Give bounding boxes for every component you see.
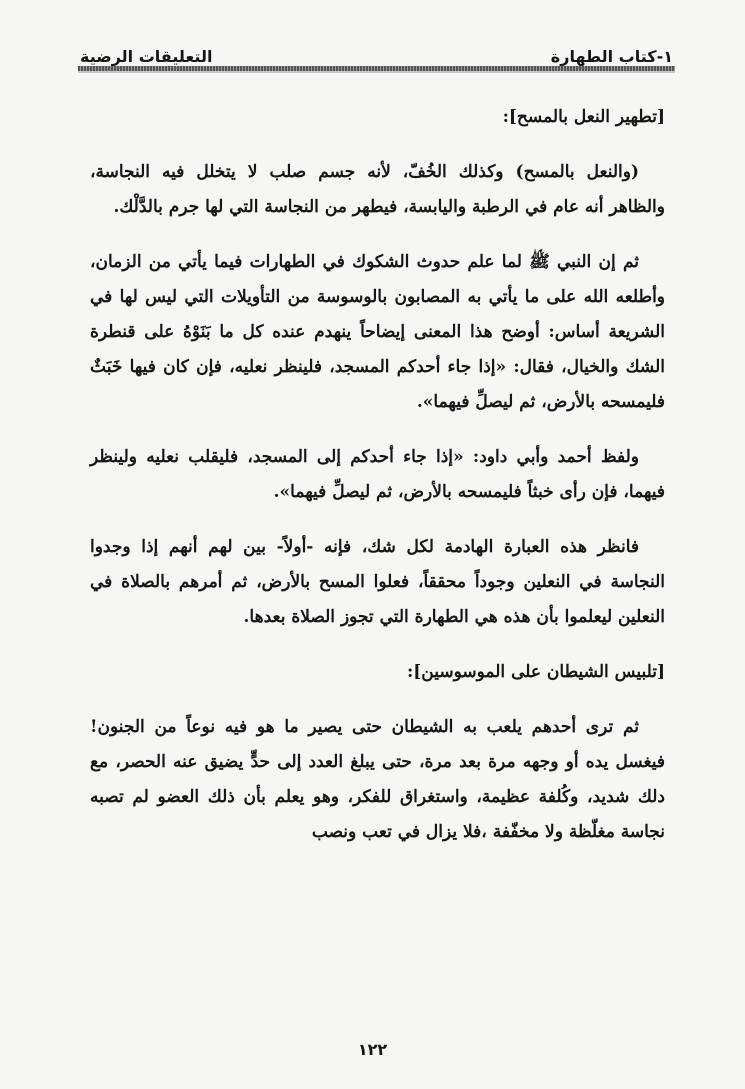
book-title: التعليقات الرضية	[80, 47, 213, 66]
section-satan-deception	[90, 655, 665, 850]
paragraph: ولفظ أحمد وأبي داود: «إذا جاء أحدكم إلى المسجد، فليقلب نعليه ولينظر فيهما، فإن رأى خبثاً فليمسحه بالأرض، ثم ليصلِّ فيهما».	[90, 447, 665, 502]
paragraph: فانظر هذه العبارة الهادمة لكل شك، فإنه -أولاً- بين لهم أنهم إذا وجدوا النجاسة في النعلين وجوداً محققاً، فعلوا المسح بالأرض، ثم أمرهم بالصلاة في النعلين ليعلموا بأن هذه هي الطهارة التي تجوز الصلاة بعدها.	[90, 537, 665, 627]
section-sandal-cleaning	[90, 100, 665, 635]
paragraph: ثم ترى أحدهم يلعب به الشيطان حتى يصير ما هو فيه نوعاً من الجنون! فيغسل يده أو وجهه مرة بعد مرة، حتى يبلغ العدد إلى حدٍّ يضيق عنه الحصر، مع دلك شديد، وكُلفة عظيمة، واستغراق للفكر، وهو يعلم بأن ذلك العضو لم تصبه نجاسة مغلّظة ولا مخفّفة ،فلا يزال في تعب ونصب	[90, 717, 665, 842]
section-title: [تلبيس الشيطان على الموسوسين]:	[406, 662, 665, 682]
section-title: [تطهير النعل بالمسح]:	[502, 107, 665, 127]
paragraph: ثم إن النبي ﷺ لما علم حدوث الشكوك في الطهارات فيما يأتي من الزمان، وأطلعه الله على ما يأتي به المصابون بالوسوسة من التأويلات التي ليس لها في الشريعة أساس: أوضح هذا المعنى إيضاحاً ينهدم عنده كل ما بَنَوْهُ على قنطرة الشك والخيال، فقال: «إذا جاء أحدكم المسجد، فلينظر نعليه، فإن كان فيها خَبَثٌ فليمسحه بالأرض، ثم ليصلِّ فيهما».	[90, 252, 665, 412]
page-body	[90, 100, 665, 870]
paragraph: (والنعل بالمسح) وكذلك الخُفّ، لأنه جسم صلب لا يتخلل فيه النجاسة، والظاهر أنه عام في الرطبة واليابسة، فيطهر من النجاسة التي لها جرم بالدَّلْك.	[90, 162, 665, 217]
page-number: ١٢٢	[357, 1040, 388, 1059]
page-header	[80, 38, 673, 66]
chapter-title: ١-كتاب الطهارة	[550, 47, 673, 66]
header-rule-shadow	[78, 71, 675, 73]
